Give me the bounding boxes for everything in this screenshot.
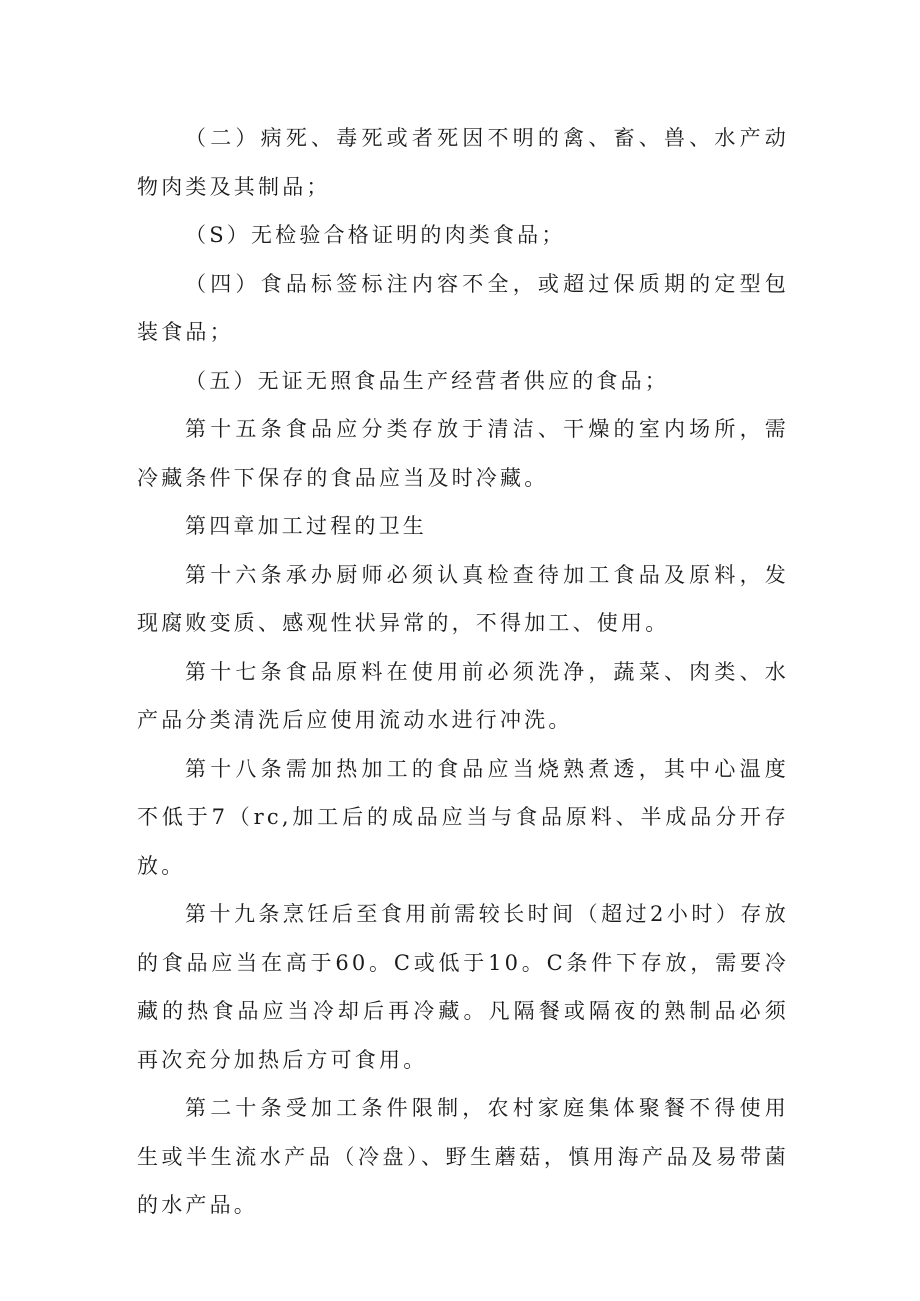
article-17: 第十七条食品原料在使用前必须洗净，蔬菜、肉类、水产品分类清洗后应使用流动水进行冲洗。 — [137, 659, 789, 732]
chapter-4-heading: 第四章加工过程的卫生 — [185, 514, 427, 538]
article-15: 第十五条食品应分类存放于清洁、干燥的室内场所，需冷藏条件下保存的食品应当及时冷藏。 — [137, 417, 789, 490]
article-16: 第十六条承办厨师必须认真检查待加工食品及原料，发现腐败变质、感观性状异常的，不得加工、使用。 — [137, 562, 789, 635]
paragraph-item-2: （二）病死、毒死或者死因不明的禽、畜、兽、水产动物肉类及其制品； — [137, 126, 789, 199]
paragraph-item-3: （S）无检验合格证明的肉类食品； — [185, 223, 566, 247]
article-19: 第十九条烹饪后至食用前需较长时间（超过2小时）存放的食品应当在高于60。C或低于10。C条件下存放，需要冷藏的热食品应当冷却后再冷藏。凡隔餐或隔夜的熟制品必须再次充分加热后方可食用。 — [137, 902, 789, 1072]
article-18: 第十八条需加热加工的食品应当烧熟煮透，其中心温度不低于7（rc,加工后的成品应当与食品原料、半成品分开存放。 — [137, 756, 789, 878]
document-body — [137, 114, 789, 1230]
paragraph-item-5: （五）无证无照食品生产经营者供应的食品； — [185, 368, 669, 393]
article-20: 第二十条受加工条件限制，农村家庭集体聚餐不得使用生或半生流水产品（冷盘）、野生蘑菇，慎用海产品及易带菌的水产品。 — [137, 1096, 789, 1217]
paragraph-item-4: （四）食品标签标注内容不全，或超过保质期的定型包装食品； — [137, 271, 789, 344]
